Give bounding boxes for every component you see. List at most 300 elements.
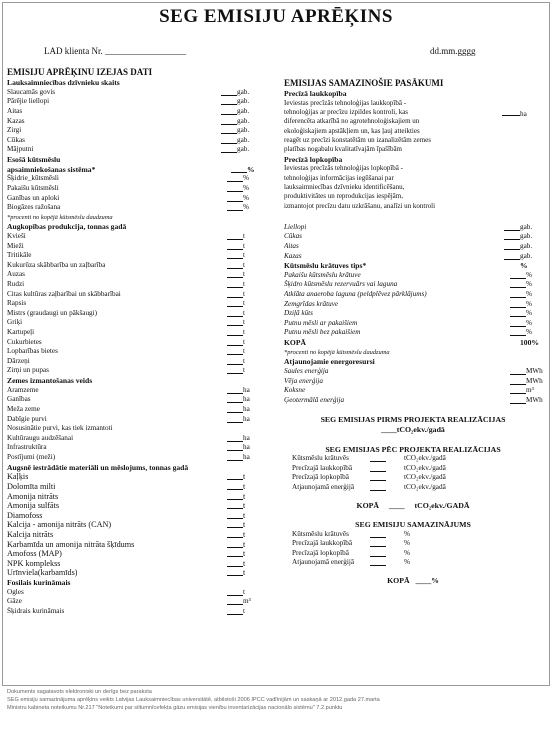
storage-label: Šķidro kūtsmēslu rezervuārs vai laguna <box>284 280 398 289</box>
date-placeholder: dd.mm.gggg <box>430 46 476 56</box>
crop-row <box>7 366 259 376</box>
precision-animal-label: Aitas <box>284 242 299 251</box>
input-material-label: Dolomīta milti <box>7 481 56 491</box>
description-line: Ieviestas precīzās tehnoloģijas lopkopībā - <box>284 164 403 173</box>
storage-total-value: 100% <box>520 337 539 347</box>
storage-input[interactable] <box>510 280 526 288</box>
livestock-unit: gab. <box>237 126 250 135</box>
crop-row <box>7 270 259 280</box>
input-material-unit: t <box>243 491 246 501</box>
renewable-title: Atjaunojamie energoresursi <box>284 357 375 367</box>
crop-value <box>227 290 259 300</box>
reduction-input[interactable] <box>370 549 386 557</box>
precision-animal-value <box>504 223 542 233</box>
precision-animals-list <box>284 223 542 261</box>
crop-input[interactable] <box>227 309 243 317</box>
crop-row <box>7 328 259 338</box>
storage-input[interactable] <box>510 271 526 279</box>
livestock-input[interactable] <box>221 107 237 115</box>
fuel-row <box>7 597 259 607</box>
precision-animal-row <box>284 242 542 252</box>
input-material-value <box>227 568 259 578</box>
input-material-unit: t <box>243 558 246 568</box>
input-material-label: Amofoss (MAP) <box>7 549 62 559</box>
land-unit: ha <box>243 395 250 404</box>
input-material-input[interactable] <box>227 559 243 567</box>
crop-unit: t <box>243 328 245 337</box>
input-material-label: Kaļķis <box>7 472 29 482</box>
input-material-input[interactable] <box>227 472 243 480</box>
crop-value <box>227 232 259 242</box>
input-material-unit: t <box>243 568 246 578</box>
land-label: Meža zeme <box>7 405 40 413</box>
land-list <box>7 386 259 463</box>
description-line: izmantojot precīzu datu uzkrāšanu, analīzi un kontroli <box>284 201 436 210</box>
input-material-label: Urīnviela(karbamīds) <box>7 568 78 578</box>
manure-unit: % <box>243 193 249 202</box>
land-row <box>7 453 259 463</box>
footer-line: Ministru kabineta noteikumu Nr.217 "Noteikumi par siltumnīcefekta gāzu emisijas vienību inventarizācijas nacionālo sistēmu" 7.2.punktu <box>7 705 343 712</box>
renewable-label: Ģeotermālā enerģija <box>284 395 345 404</box>
livestock-input[interactable] <box>221 145 237 153</box>
crop-unit: t <box>243 251 245 260</box>
fuel-unit: t <box>243 587 245 596</box>
fuel-value <box>227 597 259 607</box>
precision-animal-unit: gab. <box>520 232 533 241</box>
renewable-unit: MWh <box>526 366 543 375</box>
renewable-label: Vēja enerģija <box>284 376 323 385</box>
land-label: Aramzeme <box>7 385 39 394</box>
input-material-value <box>227 472 259 482</box>
crop-row <box>7 280 259 290</box>
precision-field-unit: ha <box>520 109 527 118</box>
after-unit: tCO₂ekv./gadā <box>404 454 446 463</box>
crop-input[interactable] <box>227 280 243 288</box>
crop-row <box>7 347 259 357</box>
land-row <box>7 386 259 396</box>
crop-input[interactable] <box>227 242 243 250</box>
crop-value <box>227 299 259 309</box>
livestock-label: Kazas <box>7 116 25 125</box>
crop-row <box>7 261 259 271</box>
land-input[interactable] <box>227 395 243 403</box>
lad-label: LAD klienta Nr. <box>44 46 103 56</box>
crop-row <box>7 232 259 242</box>
crop-value <box>227 270 259 280</box>
storage-total-label: KOPĀ <box>284 337 306 347</box>
crop-value <box>227 357 259 367</box>
livestock-input[interactable] <box>221 88 237 96</box>
renewable-value <box>510 386 542 396</box>
storage-unit: % <box>526 280 532 289</box>
precision-field-input[interactable] <box>502 108 520 116</box>
crop-value <box>227 338 259 348</box>
input-material-unit: t <box>243 549 246 559</box>
input-material-input[interactable] <box>227 568 243 576</box>
crop-label: Mieži <box>7 241 24 250</box>
input-material-label: NPK komplekss <box>7 558 61 568</box>
renewable-input[interactable] <box>510 367 526 375</box>
crop-input[interactable] <box>227 251 243 259</box>
input-material-value <box>227 549 259 559</box>
input-material-input[interactable] <box>227 492 243 500</box>
livestock-label: Zirgi <box>7 126 22 135</box>
input-material-value <box>227 482 259 492</box>
land-label: Dabīgie purvi <box>7 414 47 423</box>
precision-animal-input[interactable] <box>504 242 520 250</box>
crop-label: Mistrs (graudaugi un pākšaugi) <box>7 308 98 317</box>
precision-animal-input[interactable] <box>504 223 520 231</box>
after-label: Atjaunojamā enerģijā <box>292 482 355 491</box>
crop-row <box>7 242 259 252</box>
land-label: Ganības <box>7 395 31 404</box>
precision-animal-row <box>284 232 542 242</box>
land-input[interactable] <box>227 405 243 413</box>
precision-animal-unit: gab. <box>520 251 533 260</box>
livestock-input[interactable] <box>221 97 237 105</box>
renewable-input[interactable] <box>510 396 526 404</box>
storage-title-unit: % <box>520 261 528 271</box>
crop-unit: t <box>243 299 245 308</box>
land-label: Nosusinātie purvi, kas tiek izmantoti <box>7 424 113 433</box>
renewable-list <box>284 367 542 405</box>
crop-label: Kukurūza skābbarība un zaļbarība <box>7 260 106 269</box>
renewable-input[interactable] <box>510 386 526 394</box>
crop-input[interactable] <box>227 338 243 346</box>
livestock-row <box>7 145 259 155</box>
livestock-input[interactable] <box>221 136 237 144</box>
fuel-row <box>7 588 259 598</box>
crop-row <box>7 290 259 300</box>
fuel-title: Fosilais kurināmais <box>7 577 71 587</box>
after-unit: tCO₂ekv./gadā <box>404 482 446 491</box>
after-title: SEG EMISIJAS PĒC PROJEKTA REALIZĀCIJAS <box>325 444 501 454</box>
crop-unit: t <box>243 270 245 279</box>
livestock-value <box>221 136 259 146</box>
manure-input[interactable] <box>227 184 243 192</box>
input-material-row <box>7 472 259 482</box>
manure-system-unit: % <box>247 164 255 174</box>
manure-system-field[interactable] <box>231 165 247 173</box>
crop-value <box>227 318 259 328</box>
manure-list <box>7 174 259 212</box>
input-material-row <box>7 559 259 569</box>
after-total-row <box>284 501 542 511</box>
input-material-label: Amonija sulfāts <box>7 501 60 511</box>
after-input[interactable] <box>370 454 386 462</box>
manure-value <box>227 194 259 204</box>
input-material-input[interactable] <box>227 501 243 509</box>
precision-animal-value <box>504 232 542 242</box>
land-input[interactable] <box>227 434 243 442</box>
precision-animal-input[interactable] <box>504 252 520 260</box>
livestock-label: Pārējie liellopi <box>7 97 50 106</box>
crop-unit: t <box>243 241 245 250</box>
after-list <box>284 454 542 492</box>
livestock-row <box>7 126 259 136</box>
description-line: platības nogabalu kvalitatīvajām īpašībām <box>284 145 402 154</box>
input-material-unit: t <box>243 539 246 549</box>
renewable-label: Koksne <box>284 386 306 395</box>
renewable-unit: MWh <box>526 376 543 385</box>
renewable-input[interactable] <box>510 377 526 385</box>
crop-unit: t <box>243 318 245 327</box>
input-data-heading: EMISIJU APRĒĶINU IZEJAS DATI <box>7 67 153 77</box>
crop-input[interactable] <box>227 290 243 298</box>
after-label: Kūtsmēslu krātuvēs <box>292 454 349 463</box>
renewable-value <box>510 377 542 387</box>
crop-value <box>227 280 259 290</box>
input-material-value <box>227 540 259 550</box>
fuel-input[interactable] <box>227 588 243 596</box>
input-material-row <box>7 501 259 511</box>
crop-row <box>7 251 259 261</box>
input-material-input[interactable] <box>227 530 243 538</box>
precision-livestock-title: Precīzā lopkopība <box>284 154 343 164</box>
crop-unit: t <box>243 280 245 289</box>
land-unit: ha <box>243 433 250 442</box>
land-input[interactable] <box>227 443 243 451</box>
land-input[interactable] <box>227 415 243 423</box>
crop-label: Kartupeļi <box>7 328 35 337</box>
land-row <box>7 424 259 434</box>
storage-title: Kūtsmēslu krātuves tips* <box>284 261 367 271</box>
storage-row <box>284 319 542 329</box>
crop-label: Griķi <box>7 318 23 327</box>
input-material-row <box>7 511 259 521</box>
storage-row <box>284 300 542 310</box>
crop-unit: t <box>243 366 245 375</box>
precision-animal-row <box>284 223 542 233</box>
land-row <box>7 434 259 444</box>
manure-label: Biogāzes ražošana <box>7 203 61 212</box>
storage-value <box>510 309 542 319</box>
crops-title: Augkopības produkcija, tonnas gadā <box>7 222 127 232</box>
description-line: tehnoloģijas ar precīzu izpildes kontroli, kas <box>284 108 409 117</box>
input-material-value <box>227 511 259 521</box>
reduction-total-row <box>284 576 542 586</box>
input-material-row <box>7 540 259 550</box>
storage-row <box>284 290 542 300</box>
manure-input[interactable] <box>227 203 243 211</box>
input-material-row <box>7 492 259 502</box>
reduction-label: Precīzajā laukkopībā <box>292 539 353 548</box>
storage-input[interactable] <box>510 290 526 298</box>
input-material-input[interactable] <box>227 520 243 528</box>
precision-field-title: Precīzā laukkopība <box>284 89 347 98</box>
input-material-row <box>7 520 259 530</box>
crop-label: Kvieši <box>7 232 26 241</box>
livestock-label: Mājputni <box>7 145 34 154</box>
manure-system-label: apsaimniekošanas sistēma* <box>7 164 96 174</box>
reduction-input[interactable] <box>370 539 386 547</box>
storage-row <box>284 280 542 290</box>
crop-input[interactable] <box>227 270 243 278</box>
after-total-unit: tCO₂ekv./GADĀ <box>414 500 470 510</box>
storage-unit: % <box>526 299 532 308</box>
lad-client-number <box>44 46 186 56</box>
livestock-list <box>7 88 259 155</box>
description-line: lauksaimniecības dzīvnieku identificēšanu, <box>284 182 405 191</box>
storage-label: Pakaišu kūtsmēslu krātuve <box>284 270 361 279</box>
livestock-row <box>7 136 259 146</box>
input-material-row <box>7 549 259 559</box>
renewable-row <box>284 396 542 406</box>
storage-label: Zemgrīdas krātuve <box>284 299 339 308</box>
crop-input[interactable] <box>227 328 243 336</box>
storage-note: *procenti no kopējā kūtsmēslu daudzuma <box>284 348 390 356</box>
after-input[interactable] <box>370 473 386 481</box>
land-unit: ha <box>243 452 250 461</box>
crop-row <box>7 299 259 309</box>
renewable-value <box>510 396 542 406</box>
manure-input[interactable] <box>227 194 243 202</box>
crop-input[interactable] <box>227 366 243 374</box>
land-value <box>227 415 259 425</box>
crop-value <box>227 309 259 319</box>
input-material-input[interactable] <box>227 540 243 548</box>
livestock-label: Aitas <box>7 106 23 115</box>
storage-input[interactable] <box>510 300 526 308</box>
input-material-unit: t <box>243 510 246 520</box>
crop-row <box>7 309 259 319</box>
storage-value <box>510 271 542 281</box>
input-material-label: Diamofoss <box>7 510 43 520</box>
inputs-title: Augsnē iestrādātie materiāli un mēslojums, tonnas gadā <box>7 462 189 472</box>
livestock-row <box>7 88 259 98</box>
input-material-unit: t <box>243 529 246 539</box>
land-row <box>7 443 259 453</box>
crop-input[interactable] <box>227 347 243 355</box>
crop-label: Dārzeņi <box>7 356 30 365</box>
land-label: Postījumi (meži) <box>7 452 56 461</box>
land-value <box>227 434 259 444</box>
livestock-row <box>7 117 259 127</box>
livestock-value <box>221 107 259 117</box>
storage-unit: % <box>526 290 532 299</box>
lad-blank: __________________ <box>105 46 186 56</box>
livestock-value <box>221 117 259 127</box>
renewable-row <box>284 367 542 377</box>
precision-animal-input[interactable] <box>504 232 520 240</box>
crop-input[interactable] <box>227 299 243 307</box>
manure-system-row <box>7 165 259 175</box>
precision-field-block <box>284 99 542 155</box>
input-material-label: Kalcija nitrāts <box>7 529 54 539</box>
livestock-row <box>7 97 259 107</box>
after-input[interactable] <box>370 464 386 472</box>
precision-animal-value <box>504 242 542 252</box>
before-value: ____tCO₂ekv./gadā <box>381 424 445 434</box>
reduction-total-label: KOPĀ <box>387 576 410 586</box>
fuel-input[interactable] <box>227 607 243 615</box>
fuel-input[interactable] <box>227 597 243 605</box>
input-material-unit: t <box>243 501 246 511</box>
manure-unit: % <box>243 174 249 183</box>
input-material-input[interactable] <box>227 549 243 557</box>
storage-unit: % <box>526 328 532 337</box>
livestock-input[interactable] <box>221 117 237 125</box>
crop-input[interactable] <box>227 261 243 269</box>
reduction-row <box>292 539 542 549</box>
reduction-label: Kūtsmēslu krātuvēs <box>292 529 349 538</box>
fuel-unit: m³ <box>243 597 251 606</box>
reduction-list <box>284 530 542 568</box>
crop-label: Auzas <box>7 270 25 279</box>
reduction-input[interactable] <box>370 558 386 566</box>
livestock-value <box>221 145 259 155</box>
reduction-input[interactable] <box>370 530 386 538</box>
land-value <box>227 395 259 405</box>
input-material-row <box>7 530 259 540</box>
livestock-input[interactable] <box>221 126 237 134</box>
crop-unit: t <box>243 347 245 356</box>
description-line: reagēt uz precīzi konstatētām un izanalizētām zemes <box>284 135 431 144</box>
storage-input[interactable] <box>510 309 526 317</box>
crop-label: Rudzi <box>7 280 25 289</box>
crop-row <box>7 357 259 367</box>
storage-list <box>284 271 542 338</box>
fuel-label: Ogles <box>7 587 24 596</box>
reduction-title: SEG EMISIJU SAMAZINĀJUMS <box>355 520 471 530</box>
crop-value <box>227 261 259 271</box>
storage-input[interactable] <box>510 328 526 336</box>
precision-animal-label: Kazas <box>284 251 302 260</box>
input-material-value <box>227 520 259 530</box>
storage-value <box>510 300 542 310</box>
manure-row <box>7 203 259 213</box>
land-unit: ha <box>243 385 250 394</box>
fuel-unit: t <box>243 606 245 615</box>
input-material-input[interactable] <box>227 482 243 490</box>
before-title: SEG EMISIJAS PIRMS PROJEKTA REALIZĀCIJAS <box>320 415 506 425</box>
storage-label: Putnu mēsli bez pakaišiem <box>284 328 361 337</box>
input-material-input[interactable] <box>227 511 243 519</box>
manure-unit: % <box>243 183 249 192</box>
measures-heading: EMISIJAS SAMAZINOŠIE PASĀKUMI <box>284 78 444 88</box>
manure-note: *procenti no kopējā kūtsmēslu daudzuma <box>7 213 113 221</box>
crop-input[interactable] <box>227 232 243 240</box>
land-input[interactable] <box>227 453 243 461</box>
livestock-value <box>221 88 259 98</box>
crop-row <box>7 338 259 348</box>
land-row <box>7 395 259 405</box>
crop-value <box>227 328 259 338</box>
land-label: Infrastruktūra <box>7 443 47 452</box>
left-column <box>7 67 259 616</box>
crop-input[interactable] <box>227 357 243 365</box>
storage-row <box>284 328 542 338</box>
crop-unit: t <box>243 356 245 365</box>
after-input[interactable] <box>370 483 386 491</box>
crop-label: Rapsis <box>7 299 27 308</box>
storage-input[interactable] <box>510 319 526 327</box>
crop-value <box>227 242 259 252</box>
after-total-blank[interactable]: ____ <box>388 500 405 510</box>
storage-label: Dziļā kūts <box>284 309 313 318</box>
crop-unit: t <box>243 260 245 269</box>
livestock-label: Cūkas <box>7 135 25 144</box>
storage-value <box>510 328 542 338</box>
footer-line: Dokuments sagatavots elektroniski un derīgs bez paraksta <box>7 689 152 695</box>
crop-input[interactable] <box>227 318 243 326</box>
land-title: Zemes izmantošanas veids <box>7 376 93 386</box>
manure-input[interactable] <box>227 174 243 182</box>
after-row <box>292 464 542 474</box>
after-label: Precīzajā laukkopībā <box>292 463 353 472</box>
land-input[interactable] <box>227 386 243 394</box>
precision-field-area <box>502 108 542 120</box>
